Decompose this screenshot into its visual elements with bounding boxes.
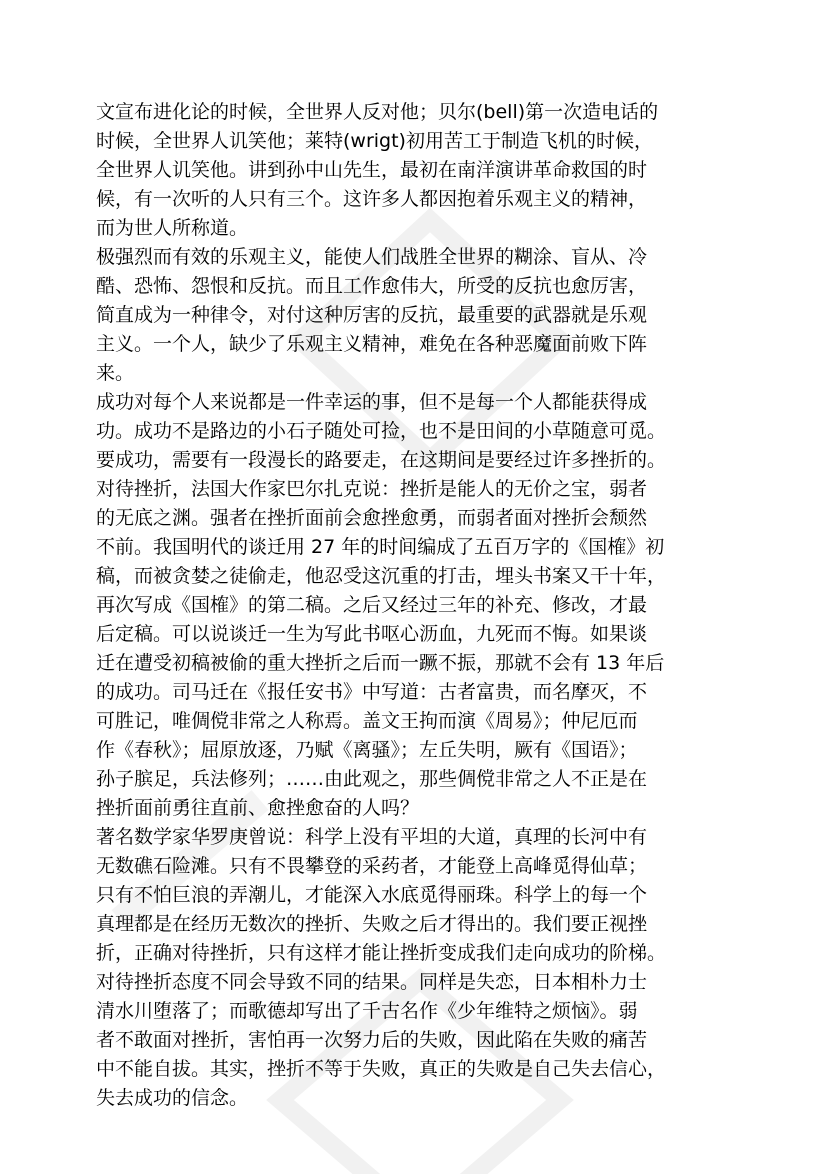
text-line: 要成功，需要有一段漫长的路要走，在这期间是要经过许多挫折的。 [96, 449, 667, 471]
text-line: 对待挫折态度不同会导致不同的结果。同样是失恋，日本相朴力士 [96, 971, 648, 993]
text-line: 作《春秋》；屈原放逐，乃赋《离骚》；左丘失明，厥有《国语》； [96, 739, 638, 761]
text-line: 功。成功不是路边的小石子随处可捡，也不是田间的小草随意可觅。 [96, 420, 667, 442]
text-line: 来。 [96, 362, 135, 384]
text-line: 挫折面前勇往直前、愈挫愈奋的人吗？ [96, 797, 420, 819]
text-line: 而为世人所称道。 [96, 217, 249, 239]
text-line: 候，有一次听的人只有三个。这许多人都因抱着乐观主义的精神， [96, 188, 648, 210]
text-line: 者不敢面对挫折，害怕再一次努力后的失败，因此陷在失败的痛苦 [96, 1029, 648, 1051]
text-line: 的无底之渊。强者在挫折面前会愈挫愈勇，而弱者面对挫折会颓然 [96, 507, 648, 529]
text-line: 对待挫折，法国大作家巴尔扎克说：挫折是能人的无价之宝，弱者 [96, 478, 648, 500]
text-line: 孙子膑足，兵法修列；……由此观之，那些倜傥非常之人不正是在 [96, 768, 648, 790]
text-line: 简直成为一种律令，对付这种厉害的反抗，最重要的武器就是乐观 [96, 304, 648, 326]
text-line: 文宣布进化论的时候，全世界人反对他；贝尔(bell)第一次造电话的 [96, 101, 659, 123]
text-line: 时候，全世界人讥笑他；莱特(wrigt)初用苦工于制造飞机的时候， [96, 130, 653, 152]
text-line: 真理都是在经历无数次的挫折、失败之后才得出的。我们要正视挫 [96, 913, 648, 935]
text-line: 只有不怕巨浪的弄潮儿，才能深入水底觅得丽珠。科学上的每一个 [96, 884, 648, 906]
text-line: 的成功。司马迁在《报任安书》中写道：古者富贵，而名摩灭，不 [96, 681, 648, 703]
text-line: 著名数学家华罗庚曾说：科学上没有平坦的大道，真理的长河中有 [96, 826, 648, 848]
text-line: 无数礁石险滩。只有不畏攀登的采药者，才能登上高峰觅得仙草； [96, 855, 648, 877]
text-line: 全世界人讥笑他。讲到孙中山先生，最初在南洋演讲革命救国的时 [96, 159, 648, 181]
text-line: 成功对每个人来说都是一件幸运的事，但不是每一个人都能获得成 [96, 391, 648, 413]
text-line: 主义。一个人，缺少了乐观主义精神，难免在各种恶魔面前败下阵 [96, 333, 648, 355]
text-line: 中不能自拔。其实，挫折不等于失败，真正的失败是自己失去信心， [96, 1058, 667, 1080]
text-line: 稿，而被贪婪之徒偷走，他忍受这沉重的打击，埋头书案又干十年， [96, 565, 667, 587]
text-line: 折，正确对待挫折，只有这样才能让挫折变成我们走向成功的阶梯。 [96, 942, 667, 964]
text-line: 清水川堕落了；而歌德却写出了千古名作《少年维特之烦恼》。弱 [96, 1000, 638, 1022]
document-body [96, 98, 756, 1113]
text-line: 可胜记，唯倜傥非常之人称焉。盖文王拘而演《周易》；仲尼厄而 [96, 710, 638, 732]
text-line: 再次写成《国榷》的第二稿。之后又经过三年的补充、修改，才最 [96, 594, 648, 616]
text-line: 不前。我国明代的谈迁用 27 年的时间编成了五百万字的《国榷》初 [96, 536, 665, 558]
text-line: 失去成功的信念。 [96, 1087, 249, 1109]
text-line: 酷、恐怖、怨恨和反抗。而且工作愈伟大，所受的反抗也愈厉害， [96, 275, 648, 297]
text-line: 后定稿。可以说谈迁一生为写此书呕心沥血，九死而不悔。如果谈 [96, 623, 648, 645]
text-line: 迁在遭受初稿被偷的重大挫折之后而一蹶不振，那就不会有 13 年后 [96, 652, 665, 674]
text-line: 极强烈而有效的乐观主义，能使人们战胜全世界的糊涂、盲从、冷 [96, 246, 648, 268]
